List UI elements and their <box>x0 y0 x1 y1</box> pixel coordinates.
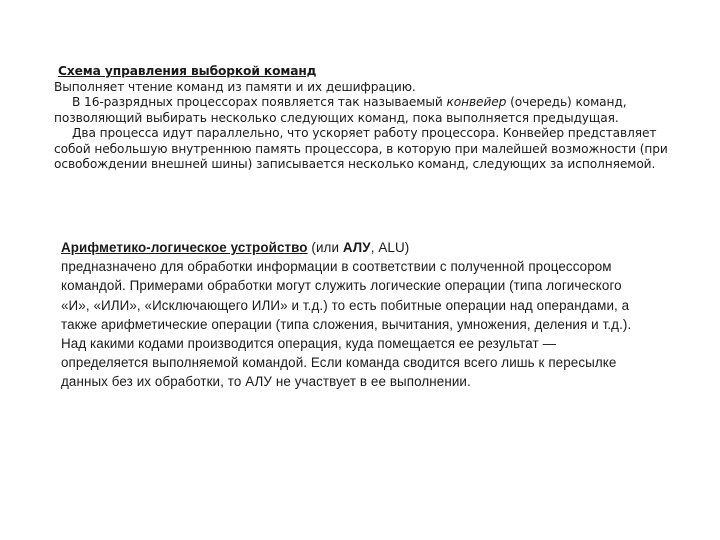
paragraph-fetch-summary: Выполняет чтение команд из памяти и их дешифрацию. <box>54 79 416 94</box>
alu-line-4: также арифметические операции (типа сложения, вычитания, умножения, деления и т.д.). <box>61 316 632 332</box>
alu-heading-line <box>61 238 691 257</box>
section-fetch-control <box>54 64 682 173</box>
pipeline-text-before: В 16-разрядных процессорах появляется так называемый <box>72 95 447 109</box>
pipeline-term: конвейер <box>446 95 507 109</box>
alu-line-1: предназначено для обработки информации в соответствии с полученной процессором <box>61 259 612 275</box>
paragraph-pipeline <box>54 95 682 126</box>
alu-abbr: АЛУ <box>342 240 371 255</box>
alu-line-3: «И», «ИЛИ», «Исключающего ИЛИ» и т.д.) то есть побитные операции над операндами, а <box>61 297 630 313</box>
pipeline-text-after: (очередь) команд, позволяющий выбирать несколько следующих команд, пока выполняется предыдущая. <box>54 95 627 125</box>
section-alu <box>61 238 691 392</box>
paragraph-parallel: Два процесса идут параллельно, что ускоряет работу процессора. Конвейер представляет собой небольшую внутреннюю память процессора, в которую при малейшей возможности (при освобождении внешней шины) записывается несколько команд, следующих за исполняемой. <box>54 126 668 171</box>
alu-paren-open: (или <box>307 240 343 255</box>
section-title-fetch-control: Схема управления выборкой команд <box>58 64 317 78</box>
alu-heading: Арифметико-логическое устройство <box>61 240 308 255</box>
alu-paren-close: , ALU) <box>370 240 410 255</box>
alu-line-7: данных без их обработки, то АЛУ не участвует в ее выполнении. <box>61 374 471 390</box>
alu-line-5: Над какими кодами производится операция, куда помещается ее результат — <box>61 336 557 352</box>
alu-line-2: командой. Примерами обработки могут служить логические операции (типа логического <box>61 278 622 294</box>
alu-line-6: определяется выполняемой командой. Если команда сводится всего лишь к пересылке <box>61 355 617 371</box>
